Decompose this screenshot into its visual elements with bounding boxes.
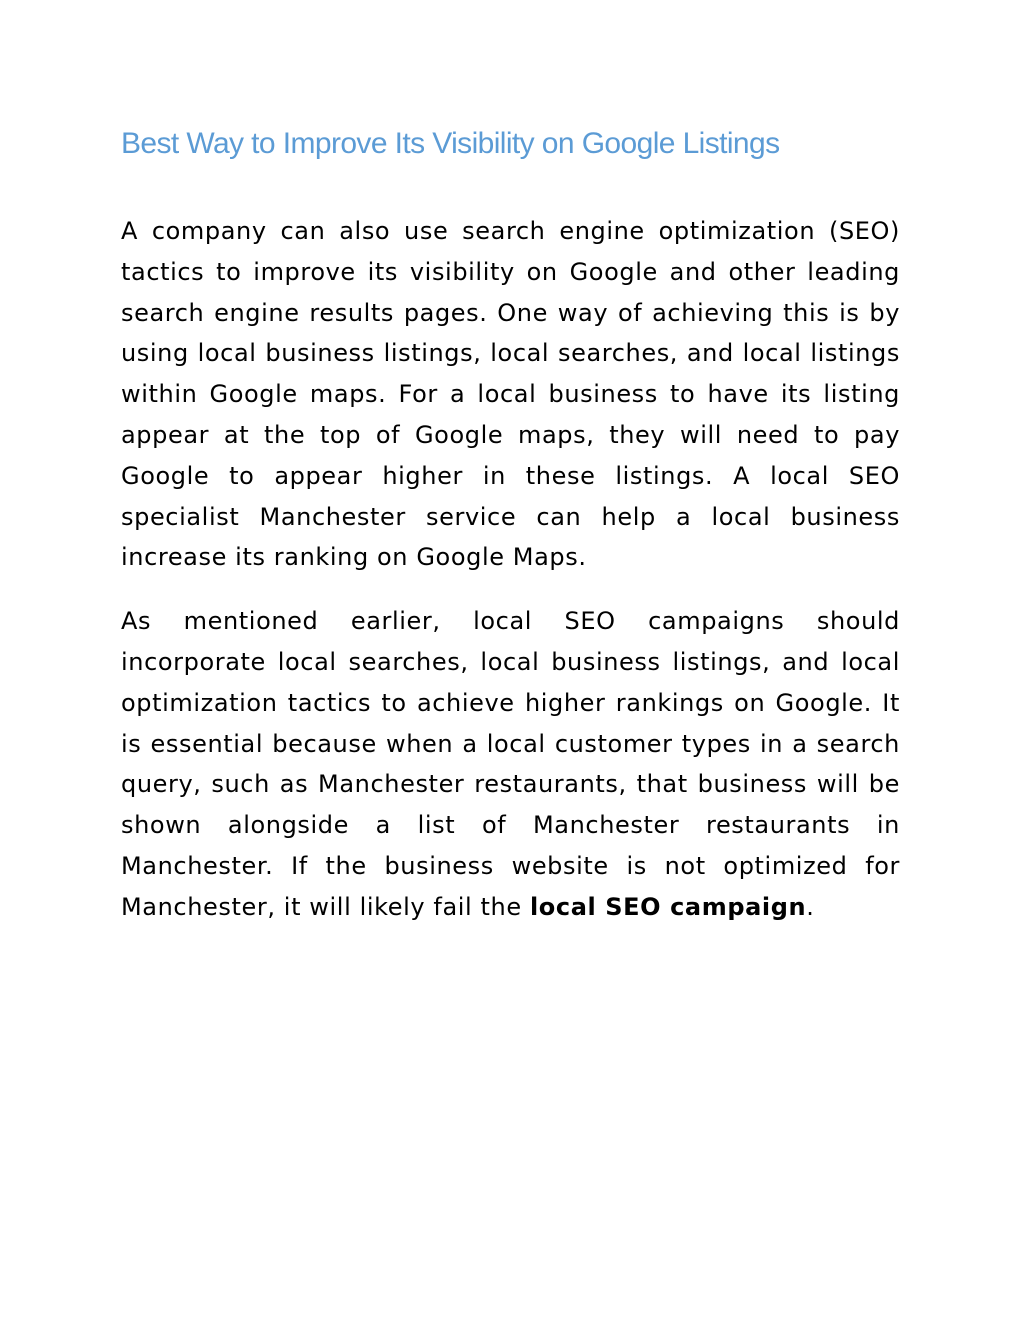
paragraph-2-end: . bbox=[806, 892, 815, 921]
paragraph-2 bbox=[121, 601, 900, 927]
paragraph-1: A company can also use search engine optimization (SEO) tactics to improve its visibility on Google and other leading search engine results pages. One way of achieving this is by using local business listings, local searches, and local listings within Google maps. For a local business to have its listing appear at the top of Google maps, they will need to pay Google to appear higher in these listings. A local SEO specialist Manchester service can help a local business increase its ranking on Google Maps. bbox=[121, 217, 900, 572]
document-page bbox=[121, 118, 900, 928]
document-title: Best Way to Improve Its Visibility on Google Listings bbox=[121, 127, 780, 160]
bold-phrase: local SEO campaign bbox=[529, 892, 807, 921]
paragraph-2-text: As mentioned earlier, local SEO campaigns should incorporate local searches, local business listings, and local optimization tactics to achieve higher rankings on Google. It is essential because when a local customer types in a search query, such as Manchester restaurants, that business will be shown alongside a list of Manchester restaurants in Manchester. If the business website is not optimized for Manchester, it will likely fail the bbox=[121, 607, 900, 921]
